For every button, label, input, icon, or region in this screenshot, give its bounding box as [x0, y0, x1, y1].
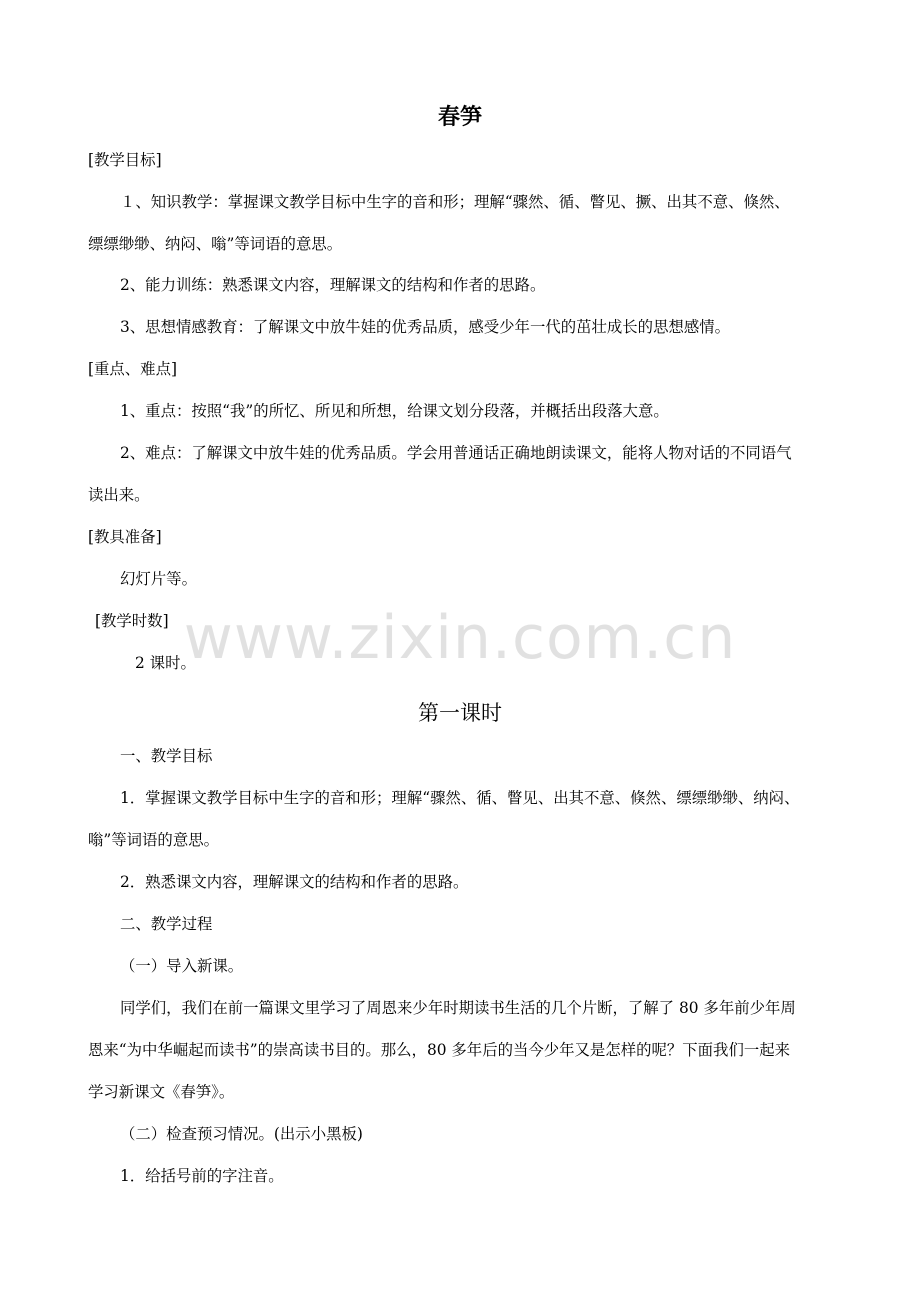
section-1-item-2: 2．熟悉课文内容，理解课文的结构和作者的思路。 — [120, 873, 469, 891]
objective-1-line-2: 缥缥缈缈、纳闷、嗡”等词语的意思。 — [88, 235, 343, 253]
document-title: 春笋 — [437, 104, 482, 130]
hours-text: 2 课时。 — [135, 654, 196, 672]
intro-paragraph-line-2: 恩来“为中华崛起而读书”的崇高读书目的。那么，80 多年后的当今少年又是怎样的呢？下面我们一起来 — [88, 1041, 791, 1059]
intro-paragraph-line-3: 学习新课文《春笋》。 — [88, 1083, 235, 1101]
section-1-item-1-line-1: 1．掌握课文教学目标中生字的音和形；理解“骤然、循、瞥见、出其不意、倏然、缥缥缈缈、纳闷、 — [120, 789, 800, 807]
process-step-1: （一）导入新课。 — [120, 957, 244, 975]
section-1-item-1-line-2: 嗡”等词语的意思。 — [88, 831, 219, 849]
process-step-2-item-1: 1．给括号前的字注音。 — [120, 1167, 284, 1185]
lesson-title: 第一课时 — [418, 701, 502, 725]
section-2-heading: 二、教学过程 — [120, 915, 213, 933]
section-1-heading: 一、教学目标 — [120, 747, 213, 765]
heading-tools: [教具准备] — [88, 528, 162, 546]
keypoint-2-line-2: 读出来。 — [88, 486, 150, 504]
intro-paragraph-line-1: 同学们，我们在前一篇课文里学习了周恩来少年时期读书生活的几个片断，了解了 80 多年前少年周 — [120, 999, 796, 1017]
heading-hours: [教学时数] — [95, 612, 169, 630]
objective-3: 3、思想情感教育：了解课文中放牛娃的优秀品质，感受少年一代的茁壮成长的思想感情。 — [120, 318, 731, 336]
tools-text: 幻灯片等。 — [120, 570, 197, 588]
heading-objectives: [教学目标] — [88, 151, 162, 169]
objective-2: 2、能力训练：熟悉课文内容，理解课文的结构和作者的思路。 — [120, 276, 546, 294]
heading-keypoints: [重点、难点] — [88, 360, 177, 378]
watermark: www.zixin.com.cn — [183, 603, 737, 673]
process-step-2: （二）检查预习情况。(出示小黑板) — [120, 1125, 363, 1143]
keypoint-2-line-1: 2、难点：了解课文中放牛娃的优秀品质。学会用普通话正确地朗读课文，能将人物对话的不同语气 — [120, 444, 792, 462]
objective-1-line-1: １、知识教学：掌握课文教学目标中生字的音和形；理解“骤然、循、瞥见、撅、出其不意、倏然、 — [120, 193, 790, 211]
keypoint-1: 1、重点：按照“我”的所忆、所见和所想，给课文划分段落，并概括出段落大意。 — [120, 402, 669, 420]
